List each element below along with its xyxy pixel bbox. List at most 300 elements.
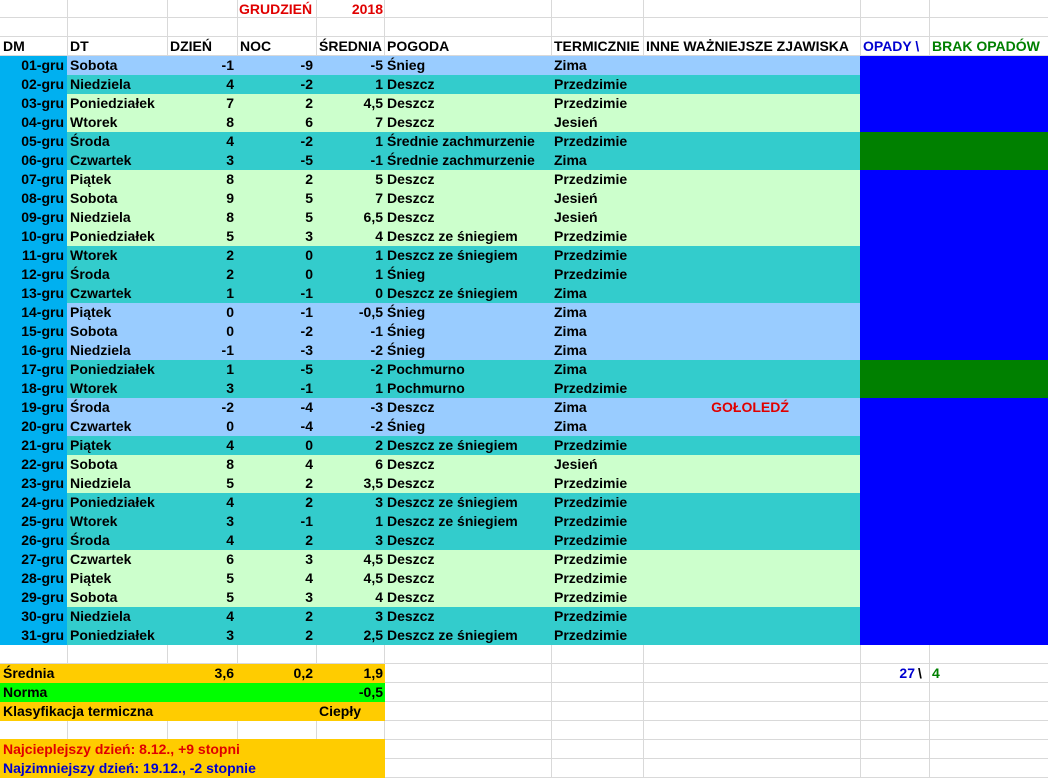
weekday-cell[interactable]: Wtorek [70, 380, 118, 396]
day-of-month-cell[interactable]: 04-gru [21, 114, 64, 130]
phenomena-cell[interactable] [643, 151, 860, 170]
phenomena-cell[interactable] [643, 379, 860, 398]
weekday-cell[interactable]: Środa [70, 532, 110, 548]
avg-temp-cell[interactable]: 4,5 [363, 570, 383, 586]
weather-cell[interactable]: Deszcz ze śniegiem [387, 437, 518, 453]
thermal-cell[interactable]: Przedzimie [554, 266, 628, 282]
opady-cell[interactable] [860, 265, 1048, 284]
avg-temp-cell[interactable]: 0 [375, 285, 383, 301]
brak-opadow-cell[interactable] [860, 132, 1048, 151]
weekday-cell[interactable]: Poniedziałek [70, 95, 155, 111]
phenomena-cell[interactable] [643, 417, 860, 436]
day-of-month-cell[interactable]: 19-gru [21, 399, 64, 415]
night-temp-cell[interactable]: -1 [300, 304, 313, 320]
night-temp-cell[interactable]: 0 [305, 266, 313, 282]
srednia-dzien[interactable]: 3,6 [214, 665, 234, 681]
day-of-month-cell[interactable]: 06-gru [21, 152, 64, 168]
weekday-cell[interactable]: Piątek [70, 171, 112, 187]
thermal-cell[interactable]: Przedzimie [554, 608, 628, 624]
day-of-month-cell[interactable]: 09-gru [21, 209, 64, 225]
day-of-month-cell[interactable]: 01-gru [21, 57, 64, 73]
day-temp-cell[interactable]: 3 [226, 513, 234, 529]
avg-temp-cell[interactable]: 6,5 [363, 209, 383, 225]
weekday-cell[interactable]: Poniedziałek [70, 627, 155, 643]
day-of-month-cell[interactable]: 29-gru [21, 589, 64, 605]
weather-cell[interactable]: Deszcz [387, 570, 435, 586]
thermal-cell[interactable]: Przedzimie [554, 532, 628, 548]
weekday-cell[interactable]: Czwartek [70, 285, 132, 301]
avg-temp-cell[interactable]: 6 [375, 456, 383, 472]
weather-cell[interactable]: Deszcz [387, 171, 435, 187]
day-of-month-cell[interactable]: 26-gru [21, 532, 64, 548]
najzimniejszy-dzien[interactable]: Najzimniejszy dzień: 19.12., -2 stopnie [3, 760, 256, 776]
weekday-cell[interactable]: Wtorek [70, 513, 118, 529]
weekday-cell[interactable]: Sobota [70, 323, 118, 339]
weather-cell[interactable]: Deszcz [387, 608, 435, 624]
day-temp-cell[interactable]: 5 [226, 228, 234, 244]
thermal-cell[interactable]: Przedzimie [554, 95, 628, 111]
thermal-cell[interactable]: Zima [554, 285, 587, 301]
weekday-cell[interactable]: Czwartek [70, 418, 132, 434]
phenomena-cell[interactable] [643, 113, 860, 132]
weather-cell[interactable]: Deszcz ze śniegiem [387, 228, 518, 244]
night-temp-cell[interactable]: 4 [305, 456, 313, 472]
day-of-month-cell[interactable]: 15-gru [21, 323, 64, 339]
avg-temp-cell[interactable]: -5 [370, 57, 383, 73]
thermal-cell[interactable]: Zima [554, 323, 587, 339]
avg-temp-cell[interactable]: 3 [375, 494, 383, 510]
col-header-noc[interactable]: NOC [240, 38, 272, 54]
night-temp-cell[interactable]: 0 [305, 437, 313, 453]
day-of-month-cell[interactable]: 12-gru [21, 266, 64, 282]
klasyfikacja-label[interactable]: Klasyfikacja termiczna [3, 703, 154, 719]
weather-cell[interactable]: Deszcz [387, 399, 435, 415]
night-temp-cell[interactable]: 0 [305, 247, 313, 263]
night-temp-cell[interactable]: -5 [300, 361, 313, 377]
year-cell[interactable]: 2018 [351, 1, 383, 17]
day-temp-cell[interactable]: 9 [226, 190, 234, 206]
day-of-month-cell[interactable]: 10-gru [21, 228, 64, 244]
weekday-cell[interactable]: Czwartek [70, 152, 132, 168]
avg-temp-cell[interactable]: 1 [375, 380, 383, 396]
day-temp-cell[interactable]: 8 [226, 456, 234, 472]
night-temp-cell[interactable]: 6 [305, 114, 313, 130]
day-of-month-cell[interactable]: 16-gru [21, 342, 64, 358]
weather-cell[interactable]: Deszcz [387, 209, 435, 225]
day-temp-cell[interactable]: 0 [226, 304, 234, 320]
night-temp-cell[interactable]: 5 [305, 209, 313, 225]
opady-cell[interactable] [860, 512, 1048, 531]
col-header-termicznie[interactable]: TERMICZNIE [554, 38, 640, 54]
weekday-cell[interactable]: Niedziela [70, 475, 131, 491]
opady-cell[interactable] [860, 246, 1048, 265]
weather-cell[interactable]: Deszcz ze śniegiem [387, 494, 518, 510]
avg-temp-cell[interactable]: 7 [375, 114, 383, 130]
thermal-cell[interactable]: Przedzimie [554, 513, 628, 529]
night-temp-cell[interactable]: 3 [305, 228, 313, 244]
avg-temp-cell[interactable]: 4,5 [363, 551, 383, 567]
weather-cell[interactable]: Śnieg [387, 323, 426, 339]
col-header-srednia[interactable]: ŚREDNIA [319, 38, 383, 54]
phenomena-cell[interactable] [643, 607, 860, 626]
night-temp-cell[interactable]: 3 [305, 551, 313, 567]
weather-cell[interactable]: Deszcz [387, 76, 435, 92]
night-temp-cell[interactable]: -4 [300, 418, 313, 434]
day-of-month-cell[interactable]: 28-gru [21, 570, 64, 586]
col-header-dzien[interactable]: DZIEŃ [170, 38, 212, 54]
weather-cell[interactable]: Deszcz ze śniegiem [387, 285, 518, 301]
day-temp-cell[interactable]: 0 [226, 323, 234, 339]
night-temp-cell[interactable]: 2 [305, 532, 313, 548]
weather-cell[interactable]: Deszcz [387, 114, 435, 130]
brak-count[interactable]: 4 [932, 665, 940, 681]
brak-opadow-cell[interactable] [860, 360, 1048, 379]
day-of-month-cell[interactable]: 24-gru [21, 494, 64, 510]
day-temp-cell[interactable]: 4 [226, 76, 234, 92]
weekday-cell[interactable]: Sobota [70, 190, 118, 206]
phenomena-cell[interactable] [643, 246, 860, 265]
opady-cell[interactable] [860, 550, 1048, 569]
night-temp-cell[interactable]: -4 [300, 399, 313, 415]
day-temp-cell[interactable]: 3 [226, 380, 234, 396]
day-of-month-cell[interactable]: 27-gru [21, 551, 64, 567]
avg-temp-cell[interactable]: 2 [375, 437, 383, 453]
col-header-pogoda[interactable]: POGODA [387, 38, 450, 54]
day-of-month-cell[interactable]: 14-gru [21, 304, 64, 320]
night-temp-cell[interactable]: -2 [300, 76, 313, 92]
thermal-cell[interactable]: Jesień [554, 114, 598, 130]
opady-cell[interactable] [860, 531, 1048, 550]
brak-opadow-cell[interactable] [860, 151, 1048, 170]
thermal-cell[interactable]: Przedzimie [554, 551, 628, 567]
weekday-cell[interactable]: Piątek [70, 570, 112, 586]
night-temp-cell[interactable]: 4 [305, 570, 313, 586]
weekday-cell[interactable]: Niedziela [70, 209, 131, 225]
day-temp-cell[interactable]: 1 [226, 285, 234, 301]
phenomena-cell[interactable] [643, 341, 860, 360]
weather-cell[interactable]: Deszcz [387, 589, 435, 605]
weekday-cell[interactable]: Niedziela [70, 76, 131, 92]
phenomena-cell[interactable] [643, 569, 860, 588]
day-of-month-cell[interactable]: 13-gru [21, 285, 64, 301]
avg-temp-cell[interactable]: 1 [375, 76, 383, 92]
night-temp-cell[interactable]: -1 [300, 513, 313, 529]
weekday-cell[interactable]: Piątek [70, 304, 112, 320]
opady-cell[interactable] [860, 56, 1048, 75]
opady-cell[interactable] [860, 607, 1048, 626]
day-temp-cell[interactable]: 7 [226, 95, 234, 111]
weekday-cell[interactable]: Poniedziałek [70, 361, 155, 377]
thermal-cell[interactable]: Przedzimie [554, 475, 628, 491]
weekday-cell[interactable]: Poniedziałek [70, 494, 155, 510]
avg-temp-cell[interactable]: 1 [375, 513, 383, 529]
night-temp-cell[interactable]: -2 [300, 323, 313, 339]
thermal-cell[interactable]: Jesień [554, 456, 598, 472]
avg-temp-cell[interactable]: -0,5 [358, 304, 383, 320]
thermal-cell[interactable]: Przedzimie [554, 247, 628, 263]
phenomena-cell[interactable] [643, 189, 860, 208]
phenomena-cell[interactable] [643, 132, 860, 151]
weekday-cell[interactable]: Wtorek [70, 247, 118, 263]
phenomena-cell[interactable] [643, 436, 860, 455]
opady-cell[interactable] [860, 227, 1048, 246]
thermal-cell[interactable]: Przedzimie [554, 437, 628, 453]
thermal-cell[interactable]: Zima [554, 342, 587, 358]
phenomena-cell[interactable] [643, 208, 860, 227]
avg-temp-cell[interactable]: -2 [370, 418, 383, 434]
day-temp-cell[interactable]: 6 [226, 551, 234, 567]
day-temp-cell[interactable]: 3 [226, 627, 234, 643]
day-of-month-cell[interactable]: 11-gru [21, 247, 64, 263]
day-temp-cell[interactable]: 5 [226, 475, 234, 491]
avg-temp-cell[interactable]: 1 [375, 247, 383, 263]
day-of-month-cell[interactable]: 05-gru [21, 133, 64, 149]
day-temp-cell[interactable]: 5 [226, 570, 234, 586]
weather-cell[interactable]: Deszcz [387, 475, 435, 491]
phenomena-cell[interactable] [643, 94, 860, 113]
phenomena-cell[interactable] [643, 588, 860, 607]
srednia-noc[interactable]: 0,2 [293, 665, 313, 681]
day-temp-cell[interactable]: 2 [226, 247, 234, 263]
avg-temp-cell[interactable]: -1 [370, 323, 383, 339]
avg-temp-cell[interactable]: 4,5 [363, 95, 383, 111]
weekday-cell[interactable]: Środa [70, 133, 110, 149]
phenomena-cell[interactable] [643, 512, 860, 531]
weekday-cell[interactable]: Piątek [70, 437, 112, 453]
opady-cell[interactable] [860, 208, 1048, 227]
thermal-cell[interactable]: Zima [554, 152, 587, 168]
srednia-srednia[interactable]: 1,9 [363, 665, 383, 681]
weekday-cell[interactable]: Niedziela [70, 608, 131, 624]
thermal-cell[interactable]: Przedzimie [554, 380, 628, 396]
weather-cell[interactable]: Pochmurno [387, 361, 465, 377]
day-of-month-cell[interactable]: 30-gru [21, 608, 64, 624]
day-temp-cell[interactable]: -1 [221, 57, 234, 73]
day-temp-cell[interactable]: 8 [226, 209, 234, 225]
night-temp-cell[interactable]: 2 [305, 475, 313, 491]
opady-cell[interactable] [860, 303, 1048, 322]
night-temp-cell[interactable]: -1 [300, 380, 313, 396]
weather-cell[interactable]: Deszcz ze śniegiem [387, 627, 518, 643]
night-temp-cell[interactable]: -9 [300, 57, 313, 73]
opady-cell[interactable] [860, 170, 1048, 189]
day-of-month-cell[interactable]: 07-gru [21, 171, 64, 187]
opady-cell[interactable] [860, 493, 1048, 512]
opady-cell[interactable] [860, 588, 1048, 607]
day-temp-cell[interactable]: -1 [221, 342, 234, 358]
weekday-cell[interactable]: Czwartek [70, 551, 132, 567]
month-title[interactable]: GRUDZIEŃ [239, 1, 313, 17]
night-temp-cell[interactable]: 2 [305, 171, 313, 187]
thermal-cell[interactable]: Przedzimie [554, 171, 628, 187]
avg-temp-cell[interactable]: 3 [375, 608, 383, 624]
norma-label[interactable]: Norma [3, 684, 48, 700]
weekday-cell[interactable]: Poniedziałek [70, 228, 155, 244]
phenomena-cell[interactable] [643, 170, 860, 189]
day-temp-cell[interactable]: 4 [226, 494, 234, 510]
weekday-cell[interactable]: Środa [70, 266, 110, 282]
day-of-month-cell[interactable]: 31-gru [21, 627, 64, 643]
day-temp-cell[interactable]: 4 [226, 437, 234, 453]
weather-cell[interactable]: Średnie zachmurzenie [387, 133, 535, 149]
opady-cell[interactable] [860, 569, 1048, 588]
phenomena-cell[interactable]: GOŁOLEDŹ [711, 399, 789, 415]
phenomena-cell[interactable] [643, 265, 860, 284]
weekday-cell[interactable]: Sobota [70, 456, 118, 472]
weather-cell[interactable]: Śnieg [387, 57, 426, 73]
weather-cell[interactable]: Deszcz ze śniegiem [387, 247, 518, 263]
day-temp-cell[interactable]: 1 [226, 361, 234, 377]
night-temp-cell[interactable]: 2 [305, 608, 313, 624]
avg-temp-cell[interactable]: 7 [375, 190, 383, 206]
thermal-cell[interactable]: Zima [554, 57, 587, 73]
opady-cell[interactable] [860, 626, 1048, 645]
day-of-month-cell[interactable]: 03-gru [21, 95, 64, 111]
opady-cell[interactable] [860, 94, 1048, 113]
avg-temp-cell[interactable]: 3 [375, 532, 383, 548]
weekday-cell[interactable]: Sobota [70, 57, 118, 73]
day-temp-cell[interactable]: 8 [226, 114, 234, 130]
brak-opadow-cell[interactable] [860, 379, 1048, 398]
day-temp-cell[interactable]: 2 [226, 266, 234, 282]
opady-cell[interactable] [860, 341, 1048, 360]
weather-cell[interactable]: Pochmurno [387, 380, 465, 396]
day-of-month-cell[interactable]: 20-gru [21, 418, 64, 434]
weather-cell[interactable]: Deszcz [387, 95, 435, 111]
night-temp-cell[interactable]: 2 [305, 494, 313, 510]
phenomena-cell[interactable] [643, 303, 860, 322]
avg-temp-cell[interactable]: 4 [375, 228, 383, 244]
col-header-dt[interactable]: DT [70, 38, 89, 54]
phenomena-cell[interactable] [643, 227, 860, 246]
night-temp-cell[interactable]: 2 [305, 627, 313, 643]
opady-count[interactable]: 27 [899, 665, 915, 681]
weather-cell[interactable]: Deszcz [387, 551, 435, 567]
thermal-cell[interactable]: Jesień [554, 209, 598, 225]
weekday-cell[interactable]: Wtorek [70, 114, 118, 130]
night-temp-cell[interactable]: -3 [300, 342, 313, 358]
day-of-month-cell[interactable]: 08-gru [21, 190, 64, 206]
col-header-brak-opadow[interactable]: BRAK OPADÓW [932, 38, 1040, 54]
col-header-opady[interactable]: OPADY \ [863, 38, 920, 54]
avg-temp-cell[interactable]: 1 [375, 133, 383, 149]
avg-temp-cell[interactable]: -2 [370, 342, 383, 358]
day-temp-cell[interactable]: 4 [226, 608, 234, 624]
weather-cell[interactable]: Deszcz ze śniegiem [387, 513, 518, 529]
phenomena-cell[interactable] [643, 626, 860, 645]
day-temp-cell[interactable]: 0 [226, 418, 234, 434]
avg-temp-cell[interactable]: -2 [370, 361, 383, 377]
phenomena-cell[interactable] [643, 284, 860, 303]
day-of-month-cell[interactable]: 23-gru [21, 475, 64, 491]
najcieplejszy-dzien[interactable]: Najcieplejszy dzień: 8.12., +9 stopni [3, 741, 240, 757]
norma-value[interactable]: -0,5 [358, 684, 383, 700]
col-header-zjawiska[interactable]: INNE WAŻNIEJSZE ZJAWISKA [646, 38, 850, 54]
phenomena-cell[interactable] [643, 360, 860, 379]
opady-cell[interactable] [860, 417, 1048, 436]
phenomena-cell[interactable] [643, 474, 860, 493]
weather-cell[interactable]: Deszcz [387, 532, 435, 548]
day-of-month-cell[interactable]: 22-gru [21, 456, 64, 472]
avg-temp-cell[interactable]: -1 [370, 152, 383, 168]
weather-cell[interactable]: Deszcz [387, 456, 435, 472]
day-of-month-cell[interactable]: 02-gru [21, 76, 64, 92]
day-of-month-cell[interactable]: 18-gru [21, 380, 64, 396]
night-temp-cell[interactable]: -1 [300, 285, 313, 301]
phenomena-cell[interactable] [643, 56, 860, 75]
thermal-cell[interactable]: Przedzimie [554, 570, 628, 586]
opady-cell[interactable] [860, 189, 1048, 208]
weekday-cell[interactable]: Środa [70, 399, 110, 415]
thermal-cell[interactable]: Zima [554, 418, 587, 434]
klasyfikacja-value[interactable]: Ciepły [319, 703, 362, 719]
weather-cell[interactable]: Śnieg [387, 266, 426, 282]
opady-cell[interactable] [860, 284, 1048, 303]
phenomena-cell[interactable] [643, 550, 860, 569]
opady-cell[interactable] [860, 322, 1048, 341]
day-temp-cell[interactable]: 4 [226, 532, 234, 548]
avg-temp-cell[interactable]: 3,5 [363, 475, 383, 491]
day-temp-cell[interactable]: 4 [226, 133, 234, 149]
day-of-month-cell[interactable]: 25-gru [21, 513, 64, 529]
phenomena-cell[interactable] [643, 531, 860, 550]
thermal-cell[interactable]: Przedzimie [554, 494, 628, 510]
phenomena-cell[interactable] [643, 75, 860, 94]
night-temp-cell[interactable]: 2 [305, 95, 313, 111]
avg-temp-cell[interactable]: 5 [375, 171, 383, 187]
weather-cell[interactable]: Śnieg [387, 304, 426, 320]
weekday-cell[interactable]: Sobota [70, 589, 118, 605]
day-temp-cell[interactable]: 5 [226, 589, 234, 605]
opady-cell[interactable] [860, 436, 1048, 455]
thermal-cell[interactable]: Zima [554, 399, 587, 415]
thermal-cell[interactable]: Przedzimie [554, 589, 628, 605]
srednia-label[interactable]: Średnia [3, 665, 55, 681]
thermal-cell[interactable]: Zima [554, 304, 587, 320]
avg-temp-cell[interactable]: 2,5 [363, 627, 383, 643]
day-of-month-cell[interactable]: 21-gru [21, 437, 64, 453]
day-temp-cell[interactable]: -2 [221, 399, 234, 415]
opady-cell[interactable] [860, 398, 1048, 417]
weekday-cell[interactable]: Niedziela [70, 342, 131, 358]
avg-temp-cell[interactable]: 1 [375, 266, 383, 282]
weather-cell[interactable]: Deszcz [387, 190, 435, 206]
day-of-month-cell[interactable]: 17-gru [21, 361, 64, 377]
weather-cell[interactable]: Śnieg [387, 342, 426, 358]
night-temp-cell[interactable]: -2 [300, 133, 313, 149]
thermal-cell[interactable]: Przedzimie [554, 133, 628, 149]
thermal-cell[interactable]: Przedzimie [554, 627, 628, 643]
thermal-cell[interactable]: Zima [554, 361, 587, 377]
day-temp-cell[interactable]: 3 [226, 152, 234, 168]
opady-cell[interactable] [860, 474, 1048, 493]
opady-cell[interactable] [860, 113, 1048, 132]
phenomena-cell[interactable] [643, 493, 860, 512]
opady-cell[interactable] [860, 455, 1048, 474]
day-temp-cell[interactable]: 8 [226, 171, 234, 187]
avg-temp-cell[interactable]: -3 [370, 399, 383, 415]
thermal-cell[interactable]: Jesień [554, 190, 598, 206]
opady-cell[interactable] [860, 75, 1048, 94]
phenomena-cell[interactable] [643, 455, 860, 474]
thermal-cell[interactable]: Przedzimie [554, 76, 628, 92]
phenomena-cell[interactable] [643, 322, 860, 341]
night-temp-cell[interactable]: -5 [300, 152, 313, 168]
night-temp-cell[interactable]: 5 [305, 190, 313, 206]
weather-cell[interactable]: Śnieg [387, 418, 426, 434]
thermal-cell[interactable]: Przedzimie [554, 228, 628, 244]
night-temp-cell[interactable]: 3 [305, 589, 313, 605]
